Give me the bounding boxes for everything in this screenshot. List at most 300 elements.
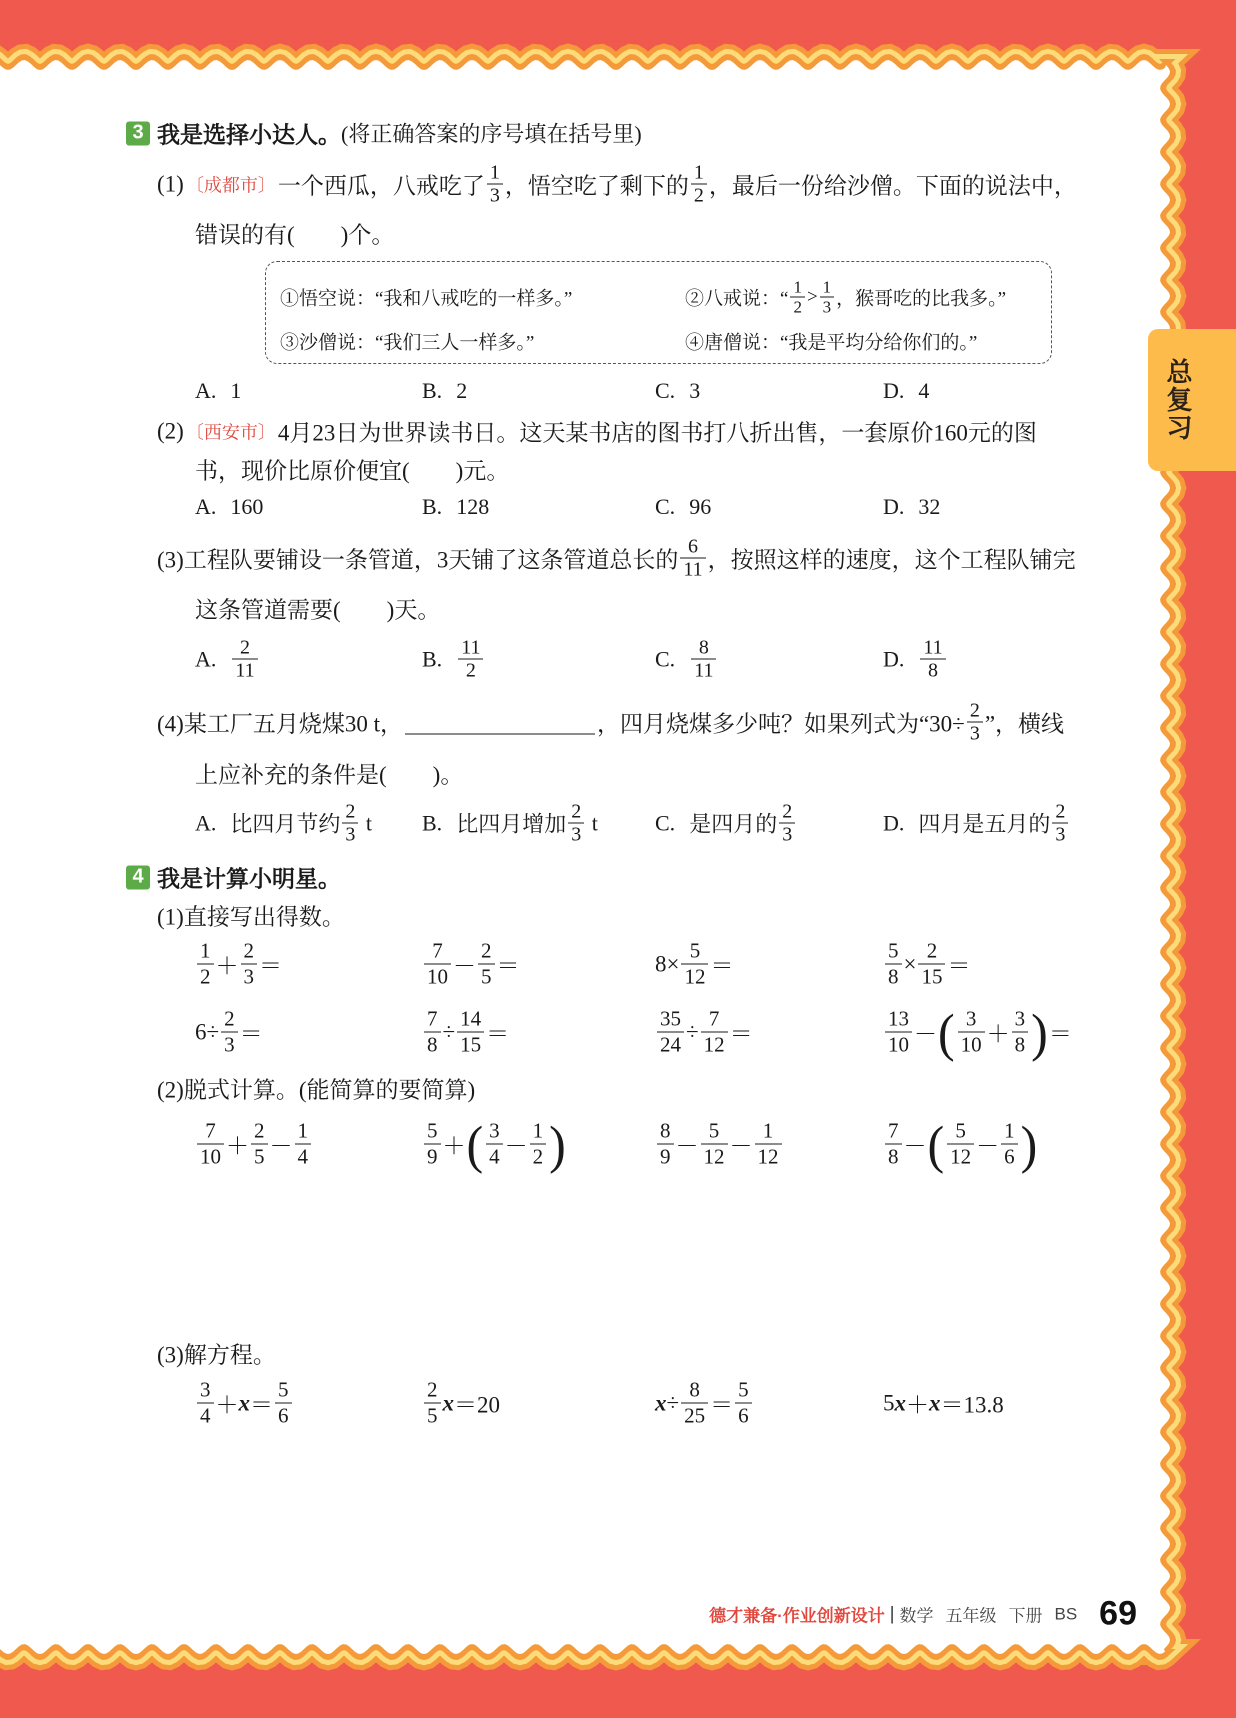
text-run: － xyxy=(729,1133,753,1159)
fraction xyxy=(197,1378,214,1429)
text-run: ＝ xyxy=(239,1021,263,1047)
text-run: ＝ xyxy=(710,1392,734,1418)
numerator: 1 xyxy=(820,278,835,298)
text-run: － xyxy=(269,1133,293,1159)
question-3-line-2 xyxy=(195,592,440,625)
fraction xyxy=(275,1378,292,1429)
denominator: 3 xyxy=(345,823,356,846)
grade: 五年级 xyxy=(945,1606,997,1626)
numerator: 7 xyxy=(424,939,451,965)
numerator: 5 xyxy=(681,939,708,965)
numerator: 3 xyxy=(486,1119,503,1145)
numerator: 8 xyxy=(657,1119,674,1145)
text-run: ”，横线 xyxy=(984,711,1065,737)
numerator: 2 xyxy=(342,801,358,824)
option-label: B. xyxy=(422,378,443,403)
denominator: 2 xyxy=(793,297,802,317)
numerator: 2 xyxy=(232,637,257,660)
denominator: 3 xyxy=(489,184,500,207)
statement-3 xyxy=(280,328,534,355)
expression xyxy=(195,1007,422,1058)
numerator: 13 xyxy=(885,1007,912,1033)
text-run: － xyxy=(903,1133,927,1159)
option-value xyxy=(456,637,485,682)
denominator: 5 xyxy=(481,964,492,989)
numerator: 1 xyxy=(530,1119,547,1145)
numerator: 1 xyxy=(790,278,805,298)
option-label: C. xyxy=(655,378,676,403)
equation-row xyxy=(195,1378,1133,1429)
option-label: A. xyxy=(195,646,217,671)
big-parenthesis: ( xyxy=(466,1114,484,1174)
denominator: 4 xyxy=(200,1403,211,1428)
numerator: 7 xyxy=(885,1119,902,1145)
denominator: 12 xyxy=(757,1144,779,1169)
question-4-line-2 xyxy=(195,757,463,790)
numerator: 5 xyxy=(947,1119,974,1145)
text-run: 4 xyxy=(918,378,930,403)
question-2-options xyxy=(195,494,1133,520)
text-run: ，四月烧煤多少吨？如果列式为“30÷ xyxy=(596,711,965,737)
option-label: A. xyxy=(195,810,217,835)
text-run: ＋ xyxy=(986,1021,1010,1047)
denominator: 11 xyxy=(694,659,714,682)
fraction xyxy=(657,1119,674,1170)
option-label: A. xyxy=(195,378,217,403)
fraction xyxy=(755,1119,782,1170)
denominator: 12 xyxy=(703,1144,725,1169)
fraction xyxy=(1012,1007,1029,1058)
option-d xyxy=(883,637,1133,682)
fraction xyxy=(241,939,258,990)
variable-x: x xyxy=(238,1390,250,1415)
denominator: 15 xyxy=(460,1032,482,1057)
option-label: D. xyxy=(883,494,905,519)
option-value xyxy=(456,494,489,520)
text-run: ④唐僧说：“我是平均分给你们的。” xyxy=(685,332,978,354)
option-b xyxy=(422,637,655,682)
numerator: 2 xyxy=(967,700,983,723)
denominator: 8 xyxy=(888,1144,899,1169)
fraction xyxy=(681,939,708,990)
question-2-line-1 xyxy=(157,415,1037,448)
section-3-header xyxy=(126,117,642,150)
fraction xyxy=(487,162,503,207)
text-run: (1) xyxy=(157,171,184,196)
text-run: － xyxy=(914,1021,937,1047)
option-label: D. xyxy=(883,646,905,671)
text-run: 160 xyxy=(230,494,264,519)
calc-row-1 xyxy=(195,939,1133,990)
denominator: 24 xyxy=(660,1032,681,1057)
option-value xyxy=(230,637,259,682)
text-run: 书，现价比原价便宜( )元。 xyxy=(195,458,510,484)
denominator: 2 xyxy=(693,184,704,207)
fraction xyxy=(885,939,902,990)
option-value xyxy=(230,378,241,404)
fraction xyxy=(424,1378,441,1429)
big-parenthesis: ( xyxy=(938,1002,955,1062)
part-1-title xyxy=(157,899,345,932)
numerator: 2 xyxy=(918,939,945,965)
fraction xyxy=(1052,801,1068,846)
numerator: 2 xyxy=(251,1119,268,1145)
denominator: 4 xyxy=(489,1144,500,1169)
expression xyxy=(883,1387,1133,1420)
option-a xyxy=(195,637,422,682)
denominator: 10 xyxy=(960,1032,982,1057)
text-run: ＋ xyxy=(215,1392,239,1418)
edition: BS xyxy=(1054,1604,1078,1623)
page-footer xyxy=(709,1595,1137,1634)
numerator: 3 xyxy=(958,1007,985,1033)
statement-2 xyxy=(685,278,1006,317)
fraction xyxy=(568,801,584,846)
question-4-line-1 xyxy=(157,700,1064,745)
numerator: 3 xyxy=(1012,1007,1029,1033)
option-label: B. xyxy=(422,810,443,835)
denominator: 25 xyxy=(684,1403,706,1428)
denominator: 2 xyxy=(200,964,211,989)
statements-box xyxy=(265,261,1052,364)
numerator: 7 xyxy=(701,1007,728,1033)
option-label: B. xyxy=(422,646,443,671)
denominator: 4 xyxy=(297,1144,308,1169)
option-a xyxy=(195,801,422,846)
numerator: 5 xyxy=(275,1378,292,1404)
fraction xyxy=(691,162,707,207)
text-run: 比四月节约 xyxy=(230,811,341,837)
option-value xyxy=(918,637,947,682)
option-label: C. xyxy=(655,494,676,519)
text-run: × xyxy=(903,951,917,976)
big-parenthesis: ) xyxy=(1020,1114,1038,1174)
numerator: 3 xyxy=(197,1378,214,1404)
denominator: 3 xyxy=(1055,823,1066,846)
numerator: 2 xyxy=(424,1378,441,1404)
text-run: ③沙僧说：“我们三人一样多。” xyxy=(280,332,535,354)
option-d xyxy=(883,378,1133,404)
fraction xyxy=(967,700,983,745)
text-run: ②八戒说：“ xyxy=(685,288,789,310)
statement-1 xyxy=(280,284,572,311)
section-number-badge: 3 xyxy=(126,121,150,145)
text-run: － xyxy=(453,953,476,979)
question-4-options xyxy=(195,801,1133,846)
text-run: > xyxy=(806,286,818,307)
text-run: 3 xyxy=(689,378,701,403)
text-run: ＝ xyxy=(486,1021,510,1047)
expression xyxy=(195,939,422,990)
fraction xyxy=(947,1119,974,1170)
option-c xyxy=(655,801,883,846)
fraction xyxy=(424,1007,441,1058)
text-run: ＝ xyxy=(496,953,520,979)
text-run: 这条管道需要( )天。 xyxy=(195,597,441,623)
denominator: 3 xyxy=(571,823,582,846)
section-4-header xyxy=(126,861,341,894)
denominator: 11 xyxy=(235,659,255,682)
numerator: 8 xyxy=(681,1378,708,1404)
text-run: (4)某工厂五月烧煤30 t， xyxy=(157,711,403,737)
text-run: ＝ xyxy=(1048,1021,1072,1047)
text-run: 32 xyxy=(918,494,941,519)
text-run: (3)工程队要铺设一条管道，3天铺了这条管道总长的 xyxy=(157,547,679,573)
option-d xyxy=(883,494,1133,520)
text-run: 四月是五月的 xyxy=(918,811,1051,837)
text-run: ÷ xyxy=(666,1390,680,1415)
option-b xyxy=(422,378,655,404)
variable-x: x xyxy=(894,1390,906,1415)
numerator: 5 xyxy=(885,939,902,965)
denominator: 3 xyxy=(782,823,793,846)
text-run: 6÷ xyxy=(195,1019,220,1044)
fraction xyxy=(820,278,835,317)
numerator: 1 xyxy=(755,1119,782,1145)
fraction xyxy=(885,1007,912,1058)
part-2-title xyxy=(157,1072,475,1105)
denominator: 3 xyxy=(822,297,832,317)
fraction xyxy=(530,1119,547,1170)
question-2-line-2 xyxy=(195,453,509,486)
option-value xyxy=(456,801,598,846)
fraction xyxy=(342,801,358,846)
text-run: 2 xyxy=(456,378,468,403)
text-run: ，悟空吃了剩下的 xyxy=(504,173,689,199)
volume: 下册 xyxy=(1008,1606,1043,1626)
part-title-text: (2)脱式计算。(能简算的要简算) xyxy=(157,1077,476,1103)
expression xyxy=(422,939,655,990)
text-run: ＋ xyxy=(226,1133,249,1159)
option-c xyxy=(655,378,883,404)
numerator: 11 xyxy=(458,637,483,660)
statement-4 xyxy=(685,328,977,355)
option-value xyxy=(230,494,263,520)
fraction xyxy=(701,1007,728,1058)
denominator: 5 xyxy=(427,1403,438,1428)
text-run: ＝ xyxy=(947,953,971,979)
section-title: 我是计算小明星。 xyxy=(157,865,341,892)
expression xyxy=(655,1007,883,1058)
text-run: ＋ xyxy=(442,1133,466,1159)
expression xyxy=(655,939,883,990)
numerator: 2 xyxy=(779,801,795,824)
denominator: 12 xyxy=(684,964,706,989)
variable-x: x xyxy=(442,1390,454,1415)
option-value xyxy=(689,378,700,404)
calc-row-2 xyxy=(195,1002,1133,1062)
numerator: 2 xyxy=(568,801,584,824)
page-number: 69 xyxy=(1099,1594,1137,1633)
fraction xyxy=(295,1119,312,1170)
denominator: 2 xyxy=(465,659,476,682)
fraction xyxy=(424,1119,441,1170)
fraction xyxy=(251,1119,268,1170)
text-run: ①悟空说：“我和八戒吃的一样多。” xyxy=(280,288,573,310)
option-b xyxy=(422,801,655,846)
fraction xyxy=(657,1007,684,1058)
denominator: 8 xyxy=(888,964,899,989)
footer-separator: | xyxy=(889,1603,895,1624)
fraction xyxy=(681,1378,708,1429)
subject: 数学 xyxy=(899,1606,934,1626)
text-run: 128 xyxy=(456,494,490,519)
text-run: 是四月的 xyxy=(689,811,778,837)
text-run: 8× xyxy=(655,951,680,976)
numerator: 14 xyxy=(457,1007,484,1033)
fraction xyxy=(424,939,451,990)
big-parenthesis: ( xyxy=(927,1114,945,1174)
side-tab-label: 总复习 xyxy=(1163,358,1193,442)
numerator: 1 xyxy=(691,162,707,185)
big-parenthesis: ) xyxy=(549,1114,566,1174)
text-run: 96 xyxy=(689,494,712,519)
answer-underline xyxy=(405,710,595,734)
numerator: 6 xyxy=(680,536,705,559)
text-run: ，按照这样的速度，这个工程队铺完 xyxy=(707,547,1076,573)
text-run: t xyxy=(360,810,373,835)
section-instruction: (将正确答案的序号填在括号里) xyxy=(341,121,642,147)
denominator: 6 xyxy=(1004,1144,1015,1169)
denominator: 8 xyxy=(1014,1032,1026,1057)
denominator: 5 xyxy=(254,1144,265,1169)
fraction xyxy=(1001,1119,1018,1170)
numerator: 2 xyxy=(241,939,258,965)
text-run: ＝20 xyxy=(454,1392,500,1418)
text-run: － xyxy=(675,1133,699,1159)
text-run: ＝13.8 xyxy=(940,1392,1004,1418)
numerator: 5 xyxy=(424,1119,441,1145)
option-value xyxy=(689,801,797,846)
expression xyxy=(195,1119,422,1170)
region-tag: 〔成都市〕 xyxy=(185,175,276,195)
text-run: 5 xyxy=(883,1390,895,1415)
option-value xyxy=(918,378,929,404)
option-value xyxy=(918,801,1070,846)
variable-x: x xyxy=(655,1390,667,1415)
text-run: － xyxy=(976,1133,1000,1159)
denominator: 10 xyxy=(427,964,448,989)
fraction xyxy=(701,1119,728,1170)
denominator: 6 xyxy=(738,1403,749,1428)
expression xyxy=(655,1119,883,1170)
numerator: 8 xyxy=(691,637,716,660)
option-d xyxy=(883,801,1133,846)
denominator: 3 xyxy=(243,964,254,989)
denominator: 9 xyxy=(660,1144,671,1169)
variable-x: x xyxy=(929,1390,941,1415)
text-run: 1 xyxy=(230,378,242,403)
region-tag: 〔西安市〕 xyxy=(185,422,276,442)
series-name: 德才兼备·作业创新设计 xyxy=(709,1606,885,1626)
numerator: 1 xyxy=(487,162,503,185)
text-run: ＋ xyxy=(906,1392,929,1418)
fraction xyxy=(918,939,945,990)
option-label: D. xyxy=(883,378,905,403)
numerator: 35 xyxy=(657,1007,684,1033)
text-run: 一个西瓜，八戒吃了 xyxy=(277,173,485,199)
side-tab xyxy=(1148,329,1236,471)
text-run: ＝ xyxy=(259,953,282,979)
fraction xyxy=(486,1119,503,1170)
denominator: 2 xyxy=(532,1144,544,1169)
option-value xyxy=(689,637,718,682)
numerator: 11 xyxy=(920,637,945,660)
denominator: 12 xyxy=(950,1144,972,1169)
text-run: ＝ xyxy=(250,1392,273,1418)
fraction xyxy=(691,637,716,682)
fraction xyxy=(457,1007,484,1058)
expression xyxy=(195,1378,422,1429)
option-c xyxy=(655,637,883,682)
option-value xyxy=(230,801,372,846)
numerator: 5 xyxy=(701,1119,728,1145)
expression xyxy=(422,1378,655,1429)
denominator: 8 xyxy=(928,659,939,682)
option-label: C. xyxy=(655,646,676,671)
denominator: 15 xyxy=(921,964,943,989)
text-run: 4月23日为世界读书日。这天某书店的图书打八折出售，一套原价160元的图 xyxy=(277,420,1037,446)
expression xyxy=(883,939,1133,990)
big-parenthesis: ) xyxy=(1031,1002,1048,1062)
text-run: 比四月增加 xyxy=(456,811,567,837)
text-run: ＝ xyxy=(710,953,734,979)
expression xyxy=(422,1007,655,1058)
numerator: 2 xyxy=(221,1007,238,1033)
numerator: 1 xyxy=(1001,1119,1018,1145)
question-1-line-1 xyxy=(157,162,1077,207)
option-c xyxy=(655,494,883,520)
text-run: 上应补充的条件是( )。 xyxy=(195,762,464,788)
denominator: 12 xyxy=(703,1032,725,1057)
fraction xyxy=(478,939,495,990)
denominator: 8 xyxy=(427,1032,438,1057)
expression xyxy=(655,1378,883,1429)
expression xyxy=(422,1114,655,1174)
numerator: 1 xyxy=(295,1119,312,1145)
expression xyxy=(883,1114,1133,1174)
fraction xyxy=(221,1007,238,1058)
text-run: 错误的有( )个。 xyxy=(195,222,395,248)
fraction xyxy=(779,801,795,846)
denominator: 10 xyxy=(888,1032,909,1057)
denominator: 10 xyxy=(200,1144,221,1169)
question-3-line-1 xyxy=(157,536,1076,581)
text-run: t xyxy=(586,810,598,835)
section-number-badge: 4 xyxy=(126,865,150,889)
text-run: － xyxy=(504,1133,528,1159)
denominator: 3 xyxy=(224,1032,235,1057)
question-1-line-2 xyxy=(195,217,394,250)
option-a xyxy=(195,378,422,404)
numerator: 7 xyxy=(424,1007,441,1033)
numerator: 5 xyxy=(735,1378,752,1404)
stepwise-calc-row xyxy=(195,1114,1133,1174)
section-title: 我是选择小达人。 xyxy=(157,121,341,148)
option-label: D. xyxy=(883,810,905,835)
option-label: C. xyxy=(655,810,676,835)
option-value xyxy=(456,378,467,404)
option-value xyxy=(918,494,940,520)
option-a xyxy=(195,494,422,520)
fraction xyxy=(197,1119,224,1170)
part-title-text: (3)解方程。 xyxy=(157,1342,276,1368)
option-label: B. xyxy=(422,494,443,519)
fraction xyxy=(680,536,705,581)
fraction xyxy=(232,637,257,682)
denominator: 3 xyxy=(969,722,980,745)
denominator: 6 xyxy=(278,1403,289,1428)
